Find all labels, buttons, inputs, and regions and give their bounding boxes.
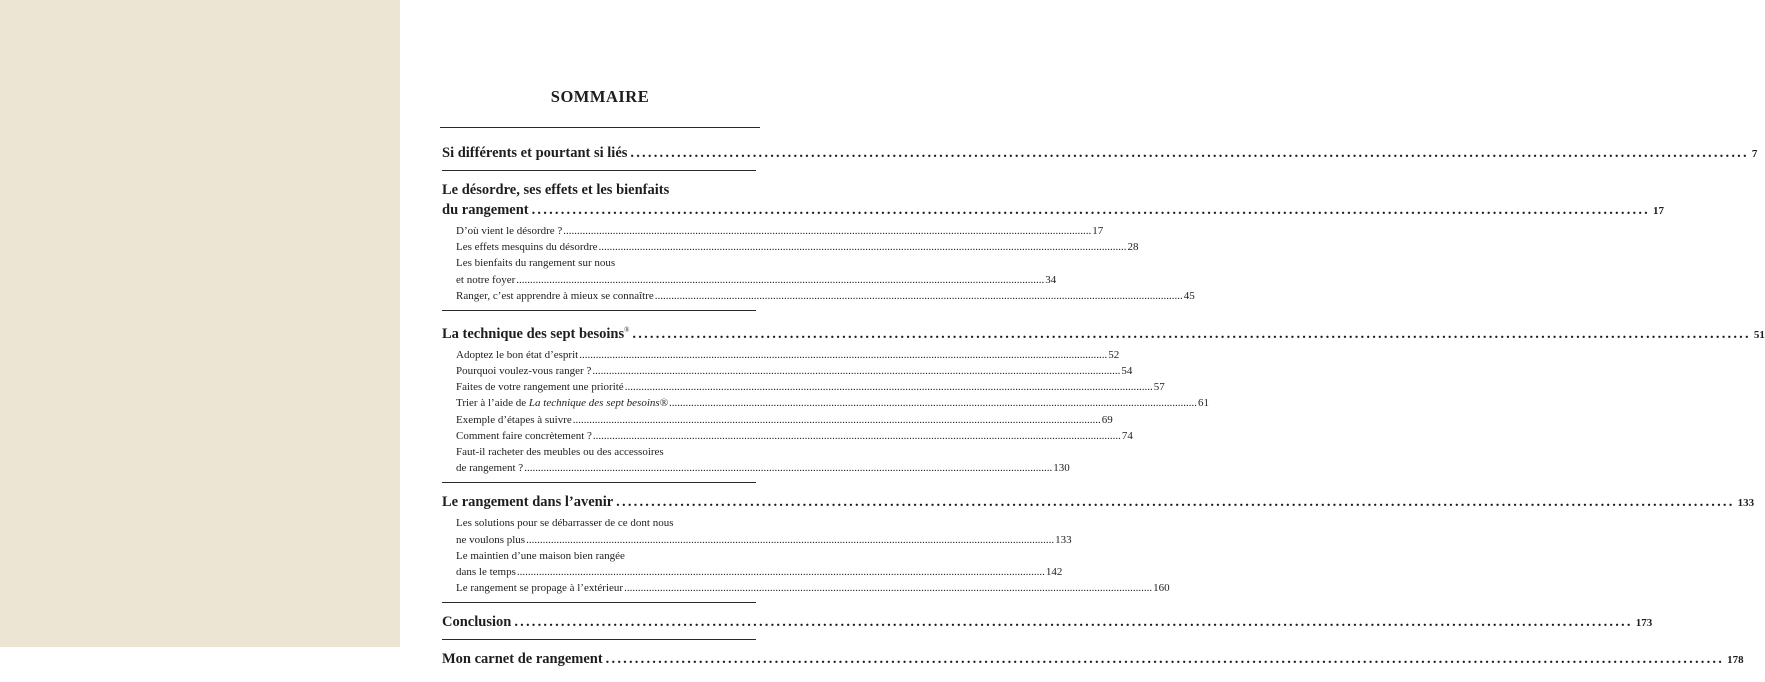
table-of-contents	[442, 140, 1765, 682]
toc-chapter-entry[interactable]	[442, 143, 1758, 164]
section-page-number: 160	[1153, 582, 1170, 595]
dot-leader: ................................................................................................................................................................................................	[524, 462, 1053, 475]
section-title: Exemple d’étapes à suivre	[456, 413, 572, 426]
section-page-number: 45	[1183, 289, 1195, 302]
section-list	[442, 513, 1170, 596]
section-page-number: 74	[1121, 429, 1133, 442]
dot-leader: ................................................................................................................................................................................................	[563, 225, 1092, 237]
dot-leader: ................................................................................................................................................................................................	[592, 365, 1121, 378]
dot-leader: ................................................................................................................................................................................................	[514, 614, 1633, 631]
dot-leader: ................................................................................................................................................................................................	[516, 566, 1045, 579]
chapter-title-text: La technique des sept besoins	[442, 325, 625, 342]
section-page-number: 28	[1127, 241, 1139, 254]
section-title: Ranger, c’est apprendre à mieux se connaître	[456, 289, 654, 302]
toc-chapter-entry[interactable]	[442, 492, 1755, 513]
chapter-page-number: 133	[1737, 497, 1755, 510]
toc-chapter	[442, 177, 1665, 311]
chapter-page-number: 7	[1751, 148, 1758, 160]
toc-section-entry[interactable]	[456, 580, 1170, 596]
section-page-number: 52	[1108, 348, 1120, 361]
section-title-italic: La technique des sept besoins®	[528, 397, 669, 410]
toc-chapter-entry[interactable]	[442, 612, 1653, 633]
dot-leader: ................................................................................................................................................................................................	[592, 429, 1121, 442]
chapter-title	[442, 320, 629, 344]
dot-leader: ................................................................................................................................................................................................	[654, 289, 1183, 302]
chapter-title: Mon carnet de rangement	[442, 651, 603, 668]
toc-chapter	[442, 317, 1765, 483]
dot-leader: ................................................................................................................................................................................................	[630, 145, 1749, 161]
dot-leader: ................................................................................................................................................................................................	[572, 413, 1101, 426]
section-list	[442, 345, 1210, 477]
chapter-title-line2: du rangement	[442, 202, 529, 218]
section-page-number: 61	[1198, 397, 1210, 410]
section-title: Faites de votre rangement une priorité	[456, 381, 624, 394]
toc-section-entry[interactable]	[456, 363, 1133, 379]
dot-leader: ................................................................................................................................................................................................	[669, 397, 1198, 410]
chapter-page-number: 178	[1727, 654, 1744, 667]
chapter-page-number: 173	[1635, 617, 1653, 630]
dot-leader: ................................................................................................................................................................................................	[516, 273, 1045, 286]
toc-section-entry[interactable]	[456, 272, 1057, 288]
section-page-number: 34	[1045, 273, 1057, 286]
chapter-title: Conclusion	[442, 614, 512, 631]
toc-chapter	[442, 140, 1758, 171]
toc-section-entry[interactable]	[456, 564, 1063, 580]
dot-leader: ................................................................................................................................................................................................	[624, 381, 1153, 394]
toc-chapter-entry[interactable]	[442, 320, 1765, 345]
dot-leader: ................................................................................................................................................................................................	[632, 325, 1751, 342]
right-page	[400, 0, 1765, 668]
section-title-prefix: Trier à l’aide de	[456, 397, 529, 410]
toc-section-entry[interactable]	[456, 532, 1072, 548]
section-page-number: 130	[1053, 462, 1070, 475]
section-title-line2: et notre foyer	[456, 273, 516, 286]
registered-mark: ®	[624, 326, 630, 335]
section-page-number: 69	[1101, 413, 1113, 426]
section-page-number: 133	[1055, 533, 1072, 546]
toc-section-entry[interactable]	[456, 347, 1120, 363]
top-divider	[440, 127, 760, 128]
section-title-line2: dans le temps	[456, 566, 516, 579]
dot-leader: ................................................................................................................................................................................................	[526, 533, 1055, 546]
toc-chapter-entry[interactable]	[442, 649, 1744, 670]
section-title	[456, 395, 668, 411]
section-title: Comment faire concrètement ?	[456, 429, 592, 442]
toc-section-entry[interactable]	[456, 239, 1139, 255]
toc-section-entry[interactable]	[456, 379, 1165, 395]
section-page-number: 57	[1153, 381, 1165, 394]
toc-section-entry[interactable]	[456, 428, 1133, 444]
section-title: Les effets mesquins du désordre	[456, 241, 598, 254]
toc-chapter	[442, 609, 1653, 640]
section-title: Pourquoi voulez-vous ranger ?	[456, 365, 592, 378]
section-title: Le rangement se propage à l’extérieur	[456, 582, 624, 595]
left-page-blank	[0, 0, 400, 647]
section-title-line2: de rangement ?	[456, 462, 524, 475]
section-title-line1[interactable]: Les solutions pour se débarrasser de ce dont nous	[456, 517, 674, 530]
dot-leader: ................................................................................................................................................................................................	[605, 651, 1725, 668]
dot-leader: ................................................................................................................................................................................................	[624, 582, 1153, 595]
section-page-number: 54	[1121, 365, 1133, 378]
chapter-page-number: 17	[1653, 205, 1665, 217]
toc-section-entry[interactable]	[456, 412, 1113, 428]
toc-chapter	[442, 489, 1755, 603]
section-title-line1[interactable]: Les bienfaits du rangement sur nous	[456, 257, 616, 270]
section-title: D’où vient le désordre ?	[456, 225, 563, 237]
toc-section-entry[interactable]	[456, 460, 1070, 476]
dot-leader: ................................................................................................................................................................................................	[616, 494, 1735, 511]
section-page-number: 17	[1092, 225, 1104, 237]
section-list	[442, 221, 1195, 304]
dot-leader: ................................................................................................................................................................................................	[531, 202, 1651, 218]
section-page-number: 142	[1045, 566, 1063, 579]
chapter-title: Si différents et pourtant si liés	[442, 145, 628, 161]
toc-chapter-entry[interactable]	[442, 200, 1665, 221]
dot-leader: ................................................................................................................................................................................................	[598, 241, 1127, 254]
section-title: Adoptez le bon état d’esprit	[456, 348, 579, 361]
section-title-line1[interactable]: Le maintien d’une maison bien rangée	[456, 549, 625, 562]
toc-section-entry[interactable]	[456, 223, 1104, 239]
toc-chapter	[442, 646, 1744, 676]
chapter-title-line1[interactable]: Le désordre, ses effets et les bienfaits	[442, 182, 670, 198]
chapter-title: Le rangement dans l’avenir	[442, 494, 614, 511]
dot-leader: ................................................................................................................................................................................................	[579, 348, 1108, 361]
toc-section-entry[interactable]	[456, 395, 1210, 411]
section-title-line2: ne voulons plus	[456, 533, 526, 546]
chapter-page-number: 51	[1753, 328, 1765, 341]
section-title-line1[interactable]: Faut-il racheter des meubles ou des accessoires	[456, 446, 664, 459]
page-title: SOMMAIRE	[550, 87, 650, 106]
toc-section-entry[interactable]	[456, 288, 1195, 304]
